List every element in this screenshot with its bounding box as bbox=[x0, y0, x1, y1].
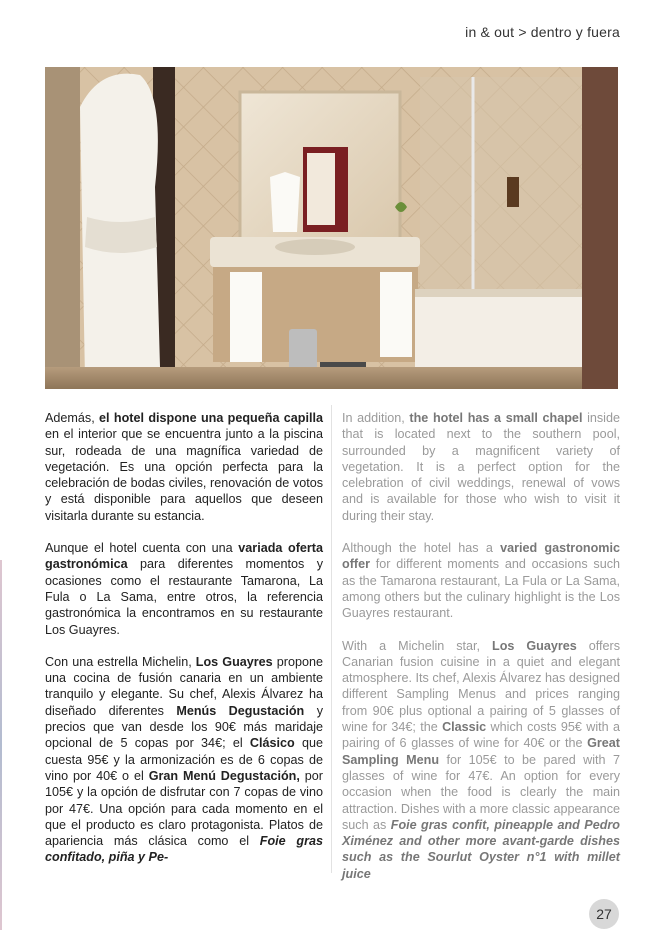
es-paragraph-gastronomy: Aunque el hotel cuenta con una variada oferta gastronómica para diferentes momentos y ocasiones como el restaurante Tamarona, La Fula o La Sama, entre otros, la referencia gastronómica la encontramos en su restaurante Los Guayres. bbox=[45, 541, 323, 637]
column-divider bbox=[331, 405, 332, 873]
section-header: in & out > dentro y fuera bbox=[465, 24, 620, 40]
bathroom-photo bbox=[45, 67, 618, 389]
en-paragraph-chapel: In addition, the hotel has a small chapel inside that is located next to the southern pool, surrounded by a magnificent variety of vegetation. It is a perfect option for the celebration of civil weddings, renewal of vows and is available for those who wish to visit it during their stay. bbox=[342, 411, 620, 523]
page-edge-mark bbox=[0, 560, 2, 930]
es-paragraph-chapel: Además, el hotel dispone una pequeña capilla en el interior que se encuentra junto a la piscina sur, rodeada de una magnífica variedad de vegetación. Es una opción perfecta para la celebración de bodas civiles, renovación de votos y está disponible para aquellos que deseen visitarla durante su estancia. bbox=[45, 411, 323, 523]
en-paragraph-gastronomy: Although the hotel has a varied gastronomic offer for different moments and occasions such as the Tamarona restaurant, La Fula or La Sama, among others but the culinary highlight is the Los Guayres restaurant. bbox=[342, 541, 620, 621]
page-number: 27 bbox=[589, 899, 619, 929]
en-paragraph-los-guayres: With a Michelin star, Los Guayres offers Canarian fusion cuisine in a quiet and elegant atmosphere. Its chef, Alexis Álvarez has designed different Sampling Menus and prices ranging from 90€ plus optional a pairing of 5 glasses of wine for 34€; the Classic which costs 95€ with a pairing of 6 glasses of wine for 40€ or the Great Sampling Menu for 105€ to be pared with 7 glasses of wine for 47€. An option for every occasion when the food is clearly the main attraction. Dishes with a more classic appearance such as Foie gras confit, pineapple and Pedro Ximénez and other more avant-garde dishes such as the Sourlut Oyster n°1 with millet juice bbox=[342, 638, 621, 881]
english-column bbox=[342, 410, 620, 898]
es-paragraph-los-guayres: Con una estrella Michelin, Los Guayres propone una cocina de fusión canaria en un ambiente tranquilo y elegante. Su chef, Alexis Álvarez ha diseñado diferentes Menús Degustación y precios que van desde los 90€ más maridaje opcional de 5 copas por 34€; el Clásico que cuesta 95€ y la armonización es de 6 copas de vino por 40€ o el Gran Menú Degustación, por 105€ y la opción de disfrutar con 7 copas de vino por 47€. Una opción para cada momento en el que el producto es claro protagonista. Platos de apariencia más clásica como el Foie gras confitado, piña y Pe- bbox=[45, 654, 324, 865]
spanish-column bbox=[45, 410, 323, 882]
